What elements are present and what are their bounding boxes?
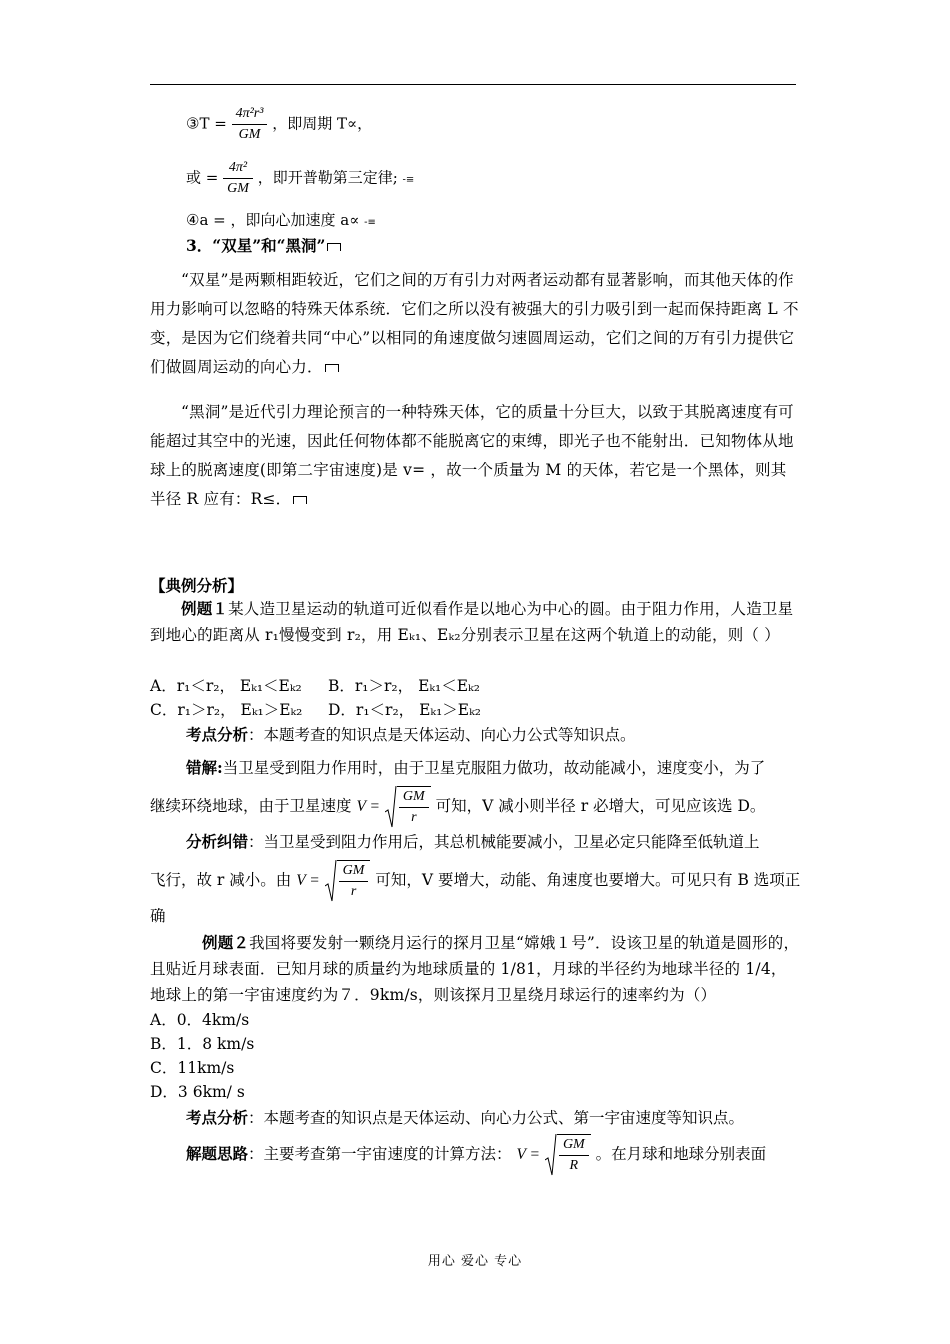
formula-period	[186, 104, 372, 145]
formula-kepler-denominator: GM	[227, 181, 249, 196]
analysis-heading: 【典例分析】	[150, 576, 244, 595]
sqrt-sign-icon	[325, 860, 337, 902]
example1-title: 例题１	[181, 599, 229, 618]
solution-idea-text-a: ：主要考查第一宇宙速度的计算方法：	[248, 1145, 512, 1163]
wrong-solution-line1	[186, 758, 765, 778]
fix-formula-fraction	[339, 861, 369, 902]
wrong-solution-line2	[150, 786, 765, 828]
section3-heading	[186, 236, 341, 256]
example1-option-d: D．r₁＜r₂， Eₖ₁＞Eₖ₂	[328, 701, 481, 719]
wrong-formula-denominator: r	[411, 810, 417, 825]
example1-keypoint	[186, 725, 636, 745]
idea-formula-sqrt	[545, 1134, 591, 1176]
sqrt-sign-icon	[545, 1134, 557, 1176]
example2-question	[150, 930, 800, 1008]
formula-kepler-suffix: ，即开普勒第三定律;	[257, 168, 398, 187]
formula-kepler-numerator: 4π²	[223, 158, 253, 179]
example2-option-a: A．0．4km/s	[150, 1011, 250, 1029]
wrong-formula-v: V =	[356, 798, 380, 815]
example1-question	[150, 596, 800, 648]
fix-formula-numerator: GM	[339, 861, 369, 882]
fix-text1: ：当卫星受到阻力作用后，其总机械能要减小，卫星必定只能降至低轨道上	[248, 833, 760, 851]
formula-kepler-prefix: 或 =	[186, 168, 219, 187]
wrong-formula-fraction	[399, 787, 429, 828]
example2-keypoint-label: 考点分析	[186, 1108, 249, 1127]
formula-kepler	[186, 158, 414, 199]
formula-period-denominator: GM	[238, 127, 261, 142]
formula-acceleration-mark: -≡	[364, 217, 376, 228]
formula-period-fraction	[232, 104, 268, 145]
page-footer: 用心 爱心 专心	[427, 1254, 523, 1269]
formula-period-suffix: ，即周期 T∝，	[272, 114, 373, 133]
example2-keypoint-text: ：本题考查的知识点是天体运动、向心力公式、第一宇宙速度等知识点。	[248, 1109, 745, 1127]
solution-idea-text-b: 。在月球和地球分别表面	[595, 1145, 767, 1163]
double-star-paragraph	[150, 266, 800, 382]
example2-option-c: C．11km/s	[150, 1059, 235, 1077]
example2-title: 例题２	[202, 933, 250, 952]
wrong-solution-label: 错解:	[186, 758, 223, 777]
fix-text2b: 可知，V 要增大，动能、角速度也要增大。可见只有 B 选项正	[375, 871, 801, 889]
idea-formula-numerator: GM	[559, 1135, 589, 1156]
solution-idea	[186, 1134, 766, 1176]
sqrt-sign-icon	[385, 786, 397, 828]
fix-line1	[186, 832, 760, 852]
example1-option-b: B．r₁＞r₂， Eₖ₁＜Eₖ₂	[328, 677, 480, 695]
fix-formula-v: V =	[296, 872, 320, 889]
wrong-solution-text1: 当卫星受到阻力作用时，由于卫星克服阻力做功，故动能减小，速度变小，为了	[222, 759, 766, 777]
wrong-formula-sqrt	[385, 786, 431, 828]
idea-formula-denominator: R	[569, 1158, 579, 1173]
section3-heading-mark	[327, 243, 341, 251]
formula-kepler-fraction	[223, 158, 253, 199]
example1-keypoint-text: ：本题考查的知识点是天体运动、向心力公式等知识点。	[248, 726, 636, 744]
example2-option-d: D．3 6km/ s	[150, 1083, 245, 1101]
header-rule	[150, 84, 796, 85]
fix-label: 分析纠错	[186, 832, 249, 851]
formula-acceleration-text: ④a = ，即向心加速度 a∝	[186, 211, 360, 229]
black-hole-mark	[293, 496, 307, 504]
black-hole-text: “黑洞”是近代引力理论预言的一种特殊天体，它的质量十分巨大，以致于其脱离速度有可能超过其空中的光速，因此任何物体都不能脱离它的束缚，即光子也不能射出．已知物体从地球上的脱离速度(即第二宇宙速度)是 v= ，故一个质量为 M 的天体，若它是一个黑体，则其半径 R 应有：R≤．	[150, 403, 794, 508]
section3-heading-text: 3．“双星”和“黑洞”	[186, 236, 326, 255]
formula-acceleration	[186, 210, 376, 233]
example2-keypoint	[186, 1108, 744, 1128]
formula-kepler-mark: -≡	[402, 174, 415, 186]
black-hole-paragraph	[150, 398, 800, 514]
formula-period-prefix: ③T =	[186, 114, 227, 133]
idea-formula-v: V =	[516, 1146, 540, 1163]
wrong-solution-text2b: 可知，V 减小则半径 r 必增大，可见应该选 D。	[435, 797, 766, 815]
idea-formula-fraction	[559, 1135, 589, 1176]
fix-line2	[150, 860, 800, 902]
solution-idea-label: 解题思路	[186, 1144, 249, 1163]
double-star-text: “双星”是两颗相距较近，它们之间的万有引力对两者运动都有显著影响，而其他天体的作用力影响可以忽略的特殊天体系统．它们之所以没有被强大的引力吸引到一起而保持距离 L 不变，是因为它们绕着共同“中心”以相同的角速度做匀速圆周运动，它们之间的万有引力提供它们做圆周运动的向心力．	[150, 271, 799, 376]
double-star-mark	[325, 364, 339, 372]
fix-formula-sqrt	[325, 860, 371, 902]
example1-option-a: A．r₁＜r₂， Eₖ₁＜Eₖ₂	[150, 677, 302, 695]
example1-option-c: C．r₁＞r₂， Eₖ₁＞Eₖ₂	[150, 701, 303, 719]
wrong-solution-text2a: 继续环绕地球，由于卫星速度	[150, 797, 352, 815]
example2-text: 我国将要发射一颗绕月运行的探月卫星“嫦娥１号”．设该卫星的轨道是圆形的，且贴近月球表面．已知月球的质量约为地球质量的 1/81，月球的半径约为地球半径的 1/4，地球上的第一宇宙速度约为７．9km/s，则该探月卫星绕月球运行的速率约为（）	[150, 934, 800, 1004]
example1-text: 某人造卫星运动的轨道可近似看作是以地心为中心的圆。由于阻力作用，人造卫星到地心的距离从 r₁慢慢变到 r₂，用 Eₖ₁、Eₖ₂分别表示卫星在这两个轨道上的动能，则（ ）	[150, 600, 794, 644]
example1-keypoint-label: 考点分析	[186, 725, 249, 744]
fix-line3: 确	[150, 907, 166, 925]
example2-option-b: B．1．8 km/s	[150, 1035, 255, 1053]
wrong-formula-numerator: GM	[399, 787, 429, 808]
fix-text2a: 飞行，故 r 减小。由	[150, 871, 292, 889]
formula-period-numerator: 4π²r³	[232, 104, 268, 125]
fix-formula-denominator: r	[350, 884, 357, 899]
